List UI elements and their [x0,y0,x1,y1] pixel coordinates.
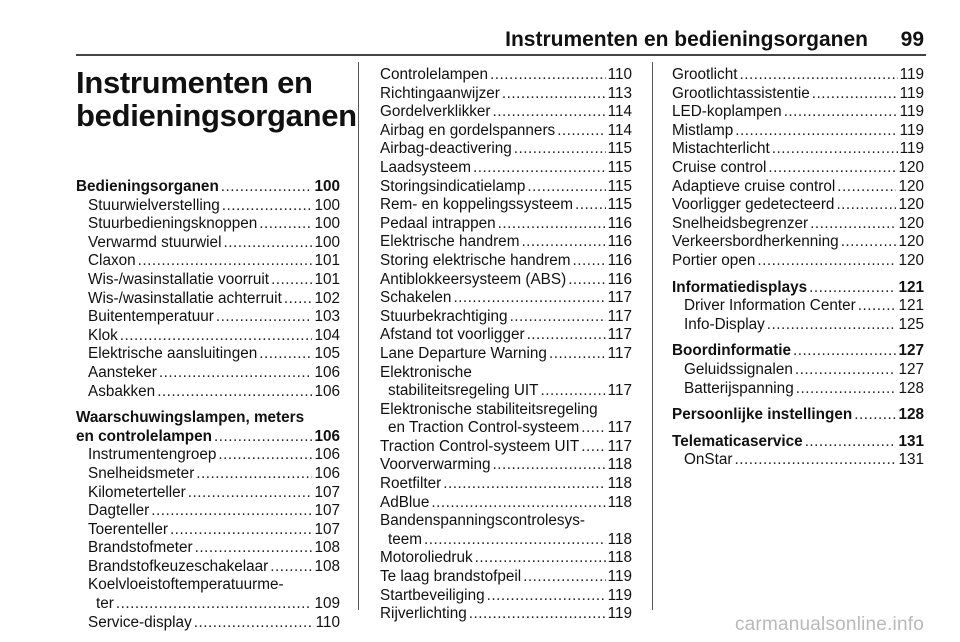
watermark: carmanualsonline.info [734,614,924,635]
toc-entry[interactable] [76,290,340,309]
toc-page-number: 106 [314,464,340,482]
toc-page-number: 106 [314,427,340,445]
toc-entry[interactable] [380,549,632,568]
toc-entry-label: Brandstofkeuzeschakelaar [88,557,269,575]
toc-page-number: 117 [607,344,632,362]
toc-page-number: 120 [898,158,924,176]
toc-page-number: 113 [607,84,632,102]
toc-entry[interactable] [672,380,924,399]
toc-page-number: 119 [899,140,924,158]
toc-page-number: 119 [899,84,924,102]
toc-entry-label: Portier open [672,251,756,269]
toc-page-number: 110 [607,66,632,83]
toc-entry[interactable] [76,271,340,290]
toc-column-2 [380,66,632,624]
toc-entry-label: Buitentemperatuur [88,308,214,326]
dot-leader [469,605,606,624]
toc-section-entry[interactable] [672,433,924,452]
toc-entry[interactable] [672,103,924,122]
dot-leader [223,234,312,253]
dot-leader [739,66,897,85]
dot-leader [836,196,896,215]
toc-page-number: 107 [314,502,340,520]
toc-entry[interactable] [76,215,340,234]
dot-leader [581,419,605,438]
toc-page-number: 128 [898,379,924,397]
toc-page-number: 117 [607,307,632,325]
dot-leader [841,233,897,252]
dot-leader [194,614,314,633]
toc-entry-label: Wis-/wasinstallatie achterruit [88,289,282,307]
dot-leader [188,484,313,503]
dot-leader [490,66,606,85]
toc-entry[interactable] [380,103,632,122]
dot-leader [196,465,312,484]
toc-entry[interactable] [76,484,340,503]
toc-page-number: 114 [607,103,632,121]
toc-entry[interactable] [672,85,924,104]
toc-entry[interactable] [380,326,632,345]
toc-entry[interactable] [672,159,924,178]
toc-page-number: 102 [314,289,340,307]
toc-entry[interactable] [672,361,924,380]
toc-entry[interactable] [380,475,632,494]
toc-entry-label: Info-Display [684,315,765,333]
toc-page-number: 119 [899,66,924,83]
dot-leader [493,103,606,122]
toc-entry[interactable] [76,521,340,540]
toc-entry-label: Schakelen [380,289,452,307]
toc-page-number: 119 [607,586,632,604]
toc-entry-label: Stuurbedieningsknoppen [88,215,258,233]
page-header [76,24,926,60]
toc-entry-label: Motoroliedruk [380,549,473,567]
toc-entry-label: Elektrische aansluitingen [88,345,258,363]
dot-leader [757,252,896,271]
toc-entry-label: Grootlichtassistentie [672,84,810,102]
dot-leader [502,85,606,104]
dot-leader [734,451,896,470]
toc-entry-label: Snelheidsmeter [88,464,195,482]
toc-entry[interactable] [672,297,924,316]
toc-entry-label: Startbeveiliging [380,586,485,604]
chapter-title [76,65,357,133]
dot-leader [527,178,605,197]
dot-leader [521,233,605,252]
dot-leader [772,140,898,159]
toc-entry[interactable] [380,159,632,178]
toc-entry-label: Mistlamp [672,121,734,139]
toc-entry-text: Elektronische [380,363,472,381]
toc-entry[interactable] [76,595,340,614]
toc-entry-label: Service-display [88,613,192,631]
toc-entry-label: Wis-/wasinstallatie voorruit [88,270,270,288]
dot-leader [858,297,897,316]
toc-page-number: 116 [607,251,632,269]
dot-leader [767,316,897,335]
dot-leader [581,438,605,457]
toc-page-number: 116 [607,214,632,232]
dot-leader [493,456,606,475]
toc-page-number: 100 [314,233,340,251]
dot-leader [768,159,896,178]
toc-page-number: 127 [898,360,924,378]
header-title: Instrumenten en bedieningsorganen [505,28,868,51]
toc-entry[interactable] [380,178,632,197]
toc-section-entry[interactable] [672,342,924,361]
toc-page-number: 107 [314,520,340,538]
toc-entry[interactable] [380,382,632,401]
toc-entry-label: Asbakken [88,382,156,400]
toc-entry[interactable] [380,289,632,308]
toc-entry[interactable] [672,178,924,197]
toc-page-number: 121 [898,278,924,296]
toc-entry[interactable] [672,233,924,252]
toc-entry-label: Boordinformatie [672,342,791,360]
toc-page-number: 115 [607,158,632,176]
dot-leader [523,568,605,587]
toc-entry-label: Rem- en koppelingssysteem [380,196,573,214]
toc-entry-label: en Traction Control-systeem [388,419,580,437]
toc-entry[interactable] [76,234,340,253]
toc-entry[interactable] [380,345,632,364]
toc-entry[interactable] [380,66,632,85]
toc-page-number: 101 [314,252,340,270]
toc-page-number: 117 [607,437,632,455]
toc-entry[interactable] [672,215,924,234]
toc-page-number: 119 [607,605,632,623]
toc-page-number: 116 [607,270,632,288]
dot-leader [259,345,312,364]
toc-section-entry[interactable] [76,178,340,197]
toc-page-number: 108 [314,557,340,575]
dot-leader [527,326,606,345]
toc-entry[interactable] [380,271,632,290]
toc-entry-label: Driver Information Center [684,297,856,315]
toc-entry-text: Elektronische stabiliteitsregeling [380,400,598,418]
toc-page-number: 106 [314,382,340,400]
page-number: 99 [900,28,924,51]
dot-leader [514,140,606,159]
toc-page-number: 131 [898,432,924,450]
toc-entry-label: Controlelampen [380,66,488,83]
toc-entry-label: Stuurwielverstelling [88,196,220,214]
toc-entry-label: Traction Control-systeem UIT [380,437,580,455]
toc-entry-label: Cruise control [672,158,767,176]
toc-page-number: 119 [607,568,632,586]
toc-entry[interactable] [672,66,924,85]
toc-page-number: 106 [314,446,340,464]
toc-page-number: 105 [314,345,340,363]
toc-page-number: 120 [898,233,924,251]
toc-entry[interactable] [380,531,632,550]
toc-page-number: 117 [607,419,632,437]
toc-entry-label: AdBlue [380,493,430,511]
toc-page-number: 100 [314,178,340,195]
chapter-title-line: bedieningsorganen [76,98,357,133]
toc-entry[interactable] [380,196,632,215]
toc-page-number: 119 [899,121,924,139]
toc-entry-label: Snelheidsbegrenzer [672,214,809,232]
toc-entry-label: Persoonlijke instellingen [672,406,853,424]
dot-leader [271,271,312,290]
dot-leader [216,308,313,327]
toc-entry-label: Richtingaanwijzer [380,84,500,102]
toc-page-number: 115 [607,177,632,195]
dot-leader [575,196,606,215]
toc-entry-label: Lane Departure Warning [380,344,547,362]
dot-leader [157,383,312,402]
dot-leader [810,215,896,234]
dot-leader [218,446,312,465]
chapter-title-line: Instrumenten en [76,65,313,100]
dot-leader [498,215,606,234]
toc-column-3 [672,66,924,470]
toc-entry[interactable] [672,316,924,335]
dot-leader [784,103,898,122]
toc-entry-label: Claxon [88,252,136,270]
toc-entry-label: Klok [88,326,118,344]
toc-entry-label: Dagteller [88,502,150,520]
toc-entry-label: Toerenteller [88,520,168,538]
toc-entry-label: Stuurbekrachtiging [380,307,508,325]
toc-page-number: 116 [607,233,632,251]
toc-entry-label: Airbag-deactivering [380,140,512,158]
toc-entries [672,66,924,470]
toc-page-number: 117 [607,326,632,344]
dot-leader [487,587,606,606]
toc-page-number: 108 [314,539,340,557]
toc-entry-label: Verkeersbordherkenning [672,233,839,251]
toc-entry[interactable] [76,539,340,558]
toc-entry-label: Informatiedisplays [672,278,808,296]
toc-entry[interactable] [76,614,340,633]
toc-entry-label: Laadsysteem [380,158,471,176]
toc-entry-label: Bedieningsorganen [76,178,219,195]
toc-page-number: 120 [898,196,924,214]
toc-entry-label: Gordelverklikker [380,103,491,121]
dot-leader [221,178,313,197]
toc-page-number: 121 [898,297,924,315]
toc-entry[interactable] [76,345,340,364]
dot-leader [549,345,606,364]
toc-page-number: 109 [314,595,340,613]
toc-entry[interactable] [380,494,632,513]
toc-entry-label: en controlelampen [76,427,212,445]
toc-entry[interactable] [380,456,632,475]
toc-entry-label: Te laag brandstofpeil [380,568,522,586]
toc-entry-label: Aansteker [88,363,157,381]
dot-leader [195,539,313,558]
toc-page-number: 115 [607,196,632,214]
dot-leader [475,549,606,568]
column-divider [358,62,359,610]
toc-page-number: 119 [899,103,924,121]
toc-entry-label: Elektrische handrem [380,233,520,251]
dot-leader [259,215,312,234]
toc-page-number: 101 [314,270,340,288]
toc-entry-label: Storing elektrische handrem [380,251,571,269]
toc-section-entry[interactable] [672,406,924,425]
toc-entry[interactable] [672,252,924,271]
toc-entries [76,178,340,632]
toc-page-number: 127 [898,342,924,360]
toc-entry[interactable] [380,438,632,457]
dot-leader [453,289,605,308]
dot-leader [572,252,605,271]
toc-entry-label: Adaptieve cruise control [672,177,836,195]
toc-page-number: 103 [314,308,340,326]
toc-entry-label: Telematicaservice [672,432,803,450]
dot-leader [116,595,313,614]
toc-entry-label: Pedaal intrappen [380,214,496,232]
dot-leader [170,521,313,540]
toc-entry-text: Koelvloeistoftemperatuurme- [88,576,284,594]
toc-entry-label: Airbag en gordelspanners [380,121,556,139]
dot-leader [138,252,313,271]
toc-entry[interactable] [380,85,632,104]
toc-column-1 [76,65,357,632]
toc-entry-label: Afstand tot voorligger [380,326,525,344]
dot-leader [805,433,897,452]
dot-leader [284,290,313,309]
toc-entry-label: OnStar [684,451,733,469]
toc-entry[interactable] [76,446,340,465]
toc-entry[interactable] [76,252,340,271]
dot-leader [222,197,313,216]
toc-page-number: 125 [898,315,924,333]
toc-page-number: 117 [607,289,632,307]
toc-entry-label: Mistachterlicht [672,140,770,158]
dot-leader [443,475,605,494]
toc-entry[interactable] [380,122,632,141]
dot-leader [812,85,898,104]
toc-page-number: 115 [607,140,632,158]
toc-entry-label: Kilometerteller [88,483,186,501]
toc-entry[interactable] [672,196,924,215]
dot-leader [854,406,896,425]
dot-leader [159,364,313,383]
toc-entry[interactable] [672,451,924,470]
toc-page-number: 117 [607,382,632,400]
dot-leader [568,271,605,290]
column-divider [652,62,653,610]
toc-page-number: 120 [898,251,924,269]
toc-entry-label: Geluidssignalen [684,360,793,378]
dot-leader [473,159,606,178]
toc-page-number: 114 [607,121,632,139]
toc-entry[interactable] [380,252,632,271]
toc-entry[interactable] [380,587,632,606]
dot-leader [809,279,896,298]
dot-leader [540,382,605,401]
toc-page-number: 107 [314,483,340,501]
toc-entries [380,66,632,624]
toc-entry[interactable] [76,327,340,346]
toc-page-number: 118 [607,475,632,493]
toc-page-number: 118 [607,493,632,511]
toc-section-entry[interactable] [672,279,924,298]
toc-entry-label: Grootlicht [672,66,738,83]
dot-leader [795,361,897,380]
dot-leader [270,558,312,577]
toc-entry[interactable] [672,122,924,141]
dot-leader [735,122,897,141]
toc-page-number: 118 [607,549,632,567]
toc-page-number: 120 [898,214,924,232]
dot-leader [796,380,897,399]
toc-entry[interactable] [76,558,340,577]
toc-page-number: 100 [314,196,340,214]
toc-entry-label: Rijverlichting [380,605,467,623]
toc-entry[interactable] [380,308,632,327]
toc-entry[interactable] [380,605,632,624]
dot-leader [151,502,312,521]
toc-entry[interactable] [76,383,340,402]
toc-entry-label: teem [388,530,423,548]
toc-entry[interactable] [76,197,340,216]
toc-entry[interactable] [76,502,340,521]
toc-page-number: 106 [314,363,340,381]
toc-entry-label: Roetfilter [380,475,442,493]
toc-entry[interactable] [380,140,632,159]
toc-entry-label: Antiblokkeersysteem (ABS) [380,270,567,288]
toc-entry[interactable] [380,215,632,234]
toc-page-number: 110 [315,613,340,631]
toc-entry[interactable] [380,419,632,438]
toc-entry[interactable] [76,308,340,327]
dot-leader [793,342,896,361]
toc-entry-label: Verwarmd stuurwiel [88,233,222,251]
dot-leader [120,327,313,346]
toc-page-number: 100 [314,215,340,233]
toc-page-number: 118 [607,456,632,474]
toc-entry-label: Batterijspanning [684,379,794,397]
toc-page-number: 118 [607,530,632,548]
toc-entry-label: Voorligger gedetecteerd [672,196,835,214]
toc-entry-text: Bandenspanningscontrolesys- [380,512,585,530]
toc-entry-label: Brandstofmeter [88,539,193,557]
toc-entry-label: Storingsindicatielamp [380,177,526,195]
toc-entry-label: Instrumentengroep [88,446,217,464]
dot-leader [837,178,896,197]
header-rule [76,54,926,56]
toc-entry-label: stabiliteitsregeling UIT [388,382,539,400]
toc-page-number: 128 [898,406,924,424]
toc-entry[interactable] [380,568,632,587]
toc-entry[interactable] [380,233,632,252]
toc-entry-label: LED-koplampen [672,103,782,121]
dot-leader [510,308,606,327]
toc-entry-text: Waarschuwingslampen, meters [76,409,305,427]
toc-entry-label: Voorverwarming [380,456,491,474]
toc-page-number: 131 [898,451,924,469]
dot-leader [214,428,312,447]
toc-page-number: 104 [314,326,340,344]
toc-entry[interactable] [76,364,340,383]
toc-entry[interactable] [76,465,340,484]
toc-entry-label: ter [96,595,114,613]
dot-leader [424,531,606,550]
dot-leader [431,494,605,513]
toc-section-entry[interactable] [76,428,340,447]
dot-leader [557,122,605,141]
toc-page-number: 120 [898,177,924,195]
toc-entry[interactable] [672,140,924,159]
